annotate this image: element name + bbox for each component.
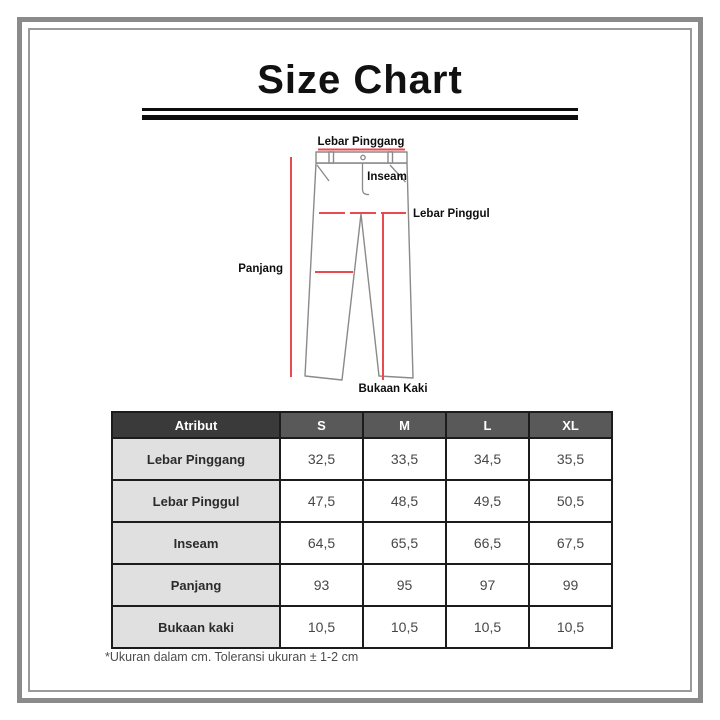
cell-value: 47,5 <box>280 480 363 522</box>
cell-value: 33,5 <box>363 438 446 480</box>
cell-value: 66,5 <box>446 522 529 564</box>
cell-value: 35,5 <box>529 438 612 480</box>
title-rule-thick <box>142 115 578 120</box>
label-leg-opening: Bukaan Kaki <box>358 383 428 395</box>
header-size-l: L <box>446 412 529 438</box>
row-label: Bukaan kaki <box>112 606 280 648</box>
cell-value: 67,5 <box>529 522 612 564</box>
header-size-s: S <box>280 412 363 438</box>
label-inseam: Inseam <box>367 171 407 183</box>
header-size-m: M <box>363 412 446 438</box>
cell-value: 99 <box>529 564 612 606</box>
label-hip: Lebar Pinggul <box>413 208 490 220</box>
cell-value: 10,5 <box>529 606 612 648</box>
table-row-waist <box>112 438 612 480</box>
size-table-header-row <box>112 412 612 438</box>
row-label: Panjang <box>112 564 280 606</box>
cell-value: 34,5 <box>446 438 529 480</box>
pants-belt-loop-right <box>388 152 393 163</box>
cell-value: 49,5 <box>446 480 529 522</box>
page-title: Size Chart <box>257 58 463 102</box>
cell-value: 64,5 <box>280 522 363 564</box>
cell-value: 95 <box>363 564 446 606</box>
size-table <box>111 411 613 649</box>
cell-value: 10,5 <box>280 606 363 648</box>
cell-value: 48,5 <box>363 480 446 522</box>
label-length: Panjang <box>238 263 283 275</box>
cell-value: 93 <box>280 564 363 606</box>
header-atribut: Atribut <box>112 412 280 438</box>
cell-value: 10,5 <box>363 606 446 648</box>
row-label: Lebar Pinggang <box>112 438 280 480</box>
header-size-xl: XL <box>529 412 612 438</box>
label-waist: Lebar Pinggang <box>317 136 405 148</box>
row-label: Inseam <box>112 522 280 564</box>
table-row-hip <box>112 480 612 522</box>
pants-measurement-diagram <box>120 128 600 408</box>
cell-value: 97 <box>446 564 529 606</box>
pants-belt-loop-left <box>329 152 334 163</box>
title-rule-thin <box>142 108 578 111</box>
row-label: Lebar Pinggul <box>112 480 280 522</box>
cell-value: 32,5 <box>280 438 363 480</box>
cell-value: 50,5 <box>529 480 612 522</box>
table-row-length <box>112 564 612 606</box>
cell-value: 10,5 <box>446 606 529 648</box>
table-row-inseam <box>112 522 612 564</box>
table-row-leg-opening <box>112 606 612 648</box>
size-tolerance-note: *Ukuran dalam cm. Toleransi ukuran ± 1-2 cm <box>105 650 359 664</box>
cell-value: 65,5 <box>363 522 446 564</box>
